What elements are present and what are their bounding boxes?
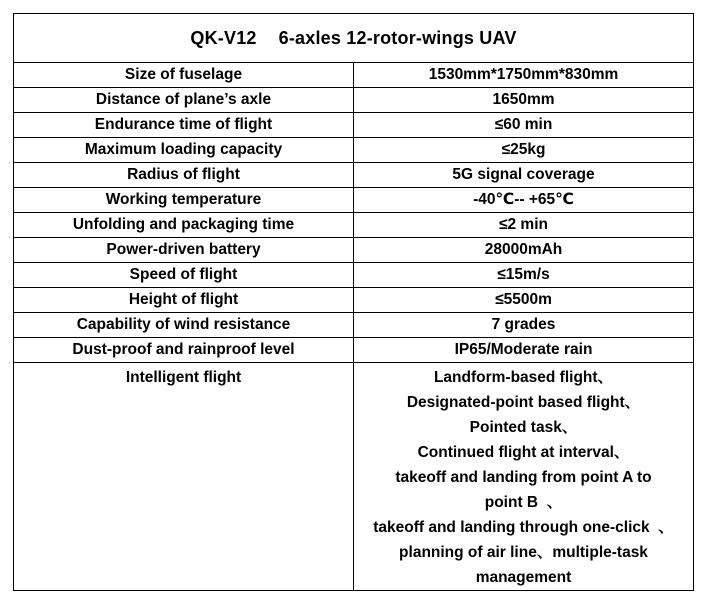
table-title bbox=[14, 14, 694, 63]
spec-label: Power-driven battery bbox=[14, 238, 354, 263]
spec-label: Endurance time of flight bbox=[14, 113, 354, 138]
model-description: 6-axles 12-rotor-wings UAV bbox=[278, 28, 517, 48]
spec-label: Unfolding and packaging time bbox=[14, 213, 354, 238]
feature-line: Landform-based flight、 bbox=[433, 369, 614, 386]
spec-label: Working temperature bbox=[14, 188, 354, 213]
spec-row-endurance bbox=[14, 113, 694, 138]
spec-value: ≤2 min bbox=[354, 213, 694, 238]
feature-line: Continued flight at interval、 bbox=[417, 444, 630, 461]
spec-label: Maximum loading capacity bbox=[14, 138, 354, 163]
feature-line: planning of air line、multiple-task bbox=[399, 544, 648, 561]
spec-row-dustproof bbox=[14, 338, 694, 363]
spec-label: Intelligent flight bbox=[14, 363, 354, 591]
spec-label: Capability of wind resistance bbox=[14, 313, 354, 338]
spec-label: Dust-proof and rainproof level bbox=[14, 338, 354, 363]
feature-line: Designated-point based flight、 bbox=[406, 394, 641, 411]
spec-row-intelligent bbox=[14, 363, 694, 591]
spec-value: 28000mAh bbox=[354, 238, 694, 263]
spec-row-unfolding bbox=[14, 213, 694, 238]
title-row bbox=[14, 14, 694, 63]
spec-value: 5G signal coverage bbox=[354, 163, 694, 188]
spec-value: 1650mm bbox=[354, 88, 694, 113]
spec-row-loading bbox=[14, 138, 694, 163]
spec-value: ≤25kg bbox=[354, 138, 694, 163]
spec-value: ≤5500m bbox=[354, 288, 694, 313]
spec-row-size bbox=[14, 63, 694, 88]
spec-row-battery bbox=[14, 238, 694, 263]
spec-label: Size of fuselage bbox=[14, 63, 354, 88]
feature-line: Pointed task、 bbox=[469, 419, 578, 436]
spec-label: Height of flight bbox=[14, 288, 354, 313]
spec-row-temperature bbox=[14, 188, 694, 213]
intelligent-flight-features bbox=[354, 363, 694, 591]
spec-label: Radius of flight bbox=[14, 163, 354, 188]
spec-row-radius bbox=[14, 163, 694, 188]
spec-label: Speed of flight bbox=[14, 263, 354, 288]
model-name: QK-V12 bbox=[190, 28, 257, 48]
feature-line: management bbox=[475, 569, 572, 586]
spec-row-speed bbox=[14, 263, 694, 288]
spec-row-axle bbox=[14, 88, 694, 113]
spec-value: -40℃-- +65℃ bbox=[354, 188, 694, 213]
spec-value: ≤60 min bbox=[354, 113, 694, 138]
feature-line: takeoff and landing through one-click 、 bbox=[373, 519, 674, 536]
spec-row-wind bbox=[14, 313, 694, 338]
feature-line: point B 、 bbox=[484, 494, 563, 511]
spec-row-height bbox=[14, 288, 694, 313]
spec-value: 1530mm*1750mm*830mm bbox=[354, 63, 694, 88]
spec-value: ≤15m/s bbox=[354, 263, 694, 288]
spec-label: Distance of plane’s axle bbox=[14, 88, 354, 113]
spec-table bbox=[13, 13, 694, 591]
spec-value: 7 grades bbox=[354, 313, 694, 338]
feature-line: takeoff and landing from point A to bbox=[395, 469, 652, 486]
spec-value: IP65/Moderate rain bbox=[354, 338, 694, 363]
